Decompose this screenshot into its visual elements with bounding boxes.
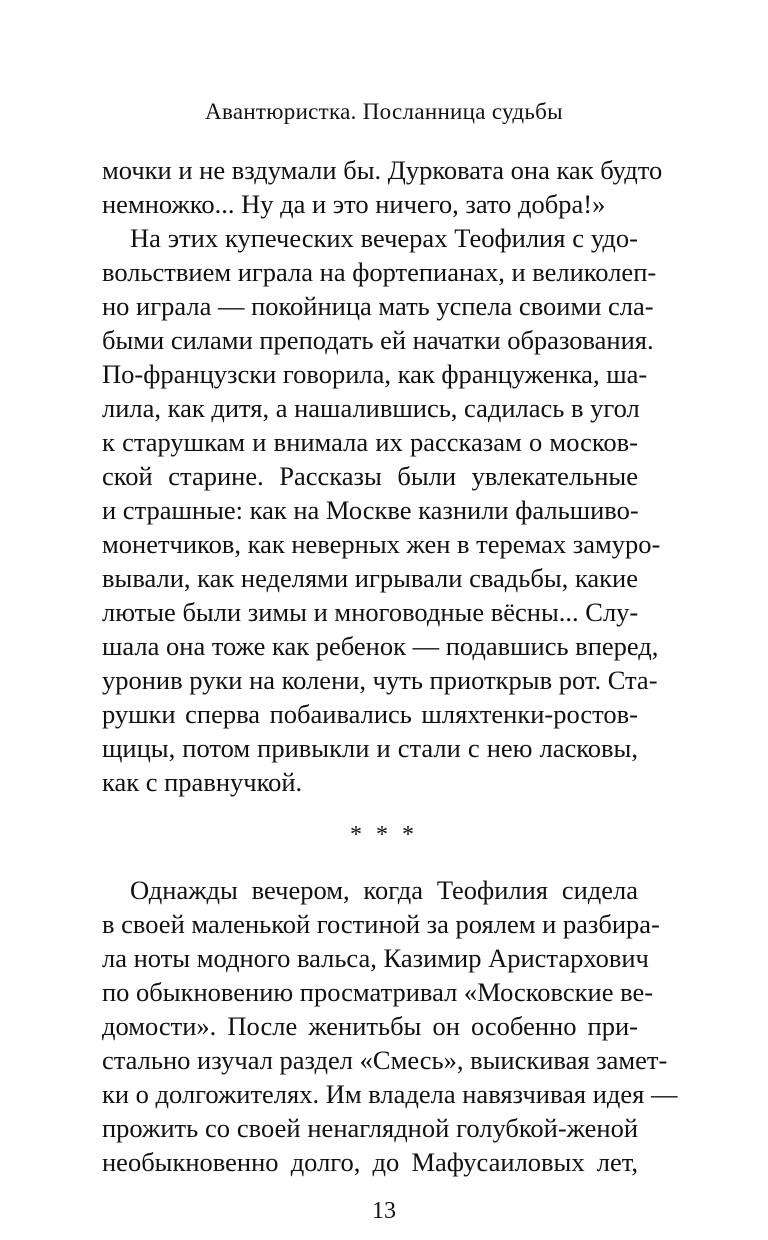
page-number: 13 xyxy=(372,1198,396,1224)
text-line: ской старине. Рассказы были увлекательные xyxy=(102,461,638,491)
text-line: Однажды вечером, когда Теофилия сидела xyxy=(130,875,638,905)
text-line: вольствием играла на фортепианах, и великолеп- xyxy=(102,257,657,287)
text-line: прожить со своей ненаглядной голубкой-женой xyxy=(102,1113,638,1143)
text-line: необыкновенно долго, до Мафусаиловых лет, xyxy=(102,1147,638,1177)
text-line: и страшные: как на Москве казнили фальшиво- xyxy=(102,495,639,525)
text-line: монетчиков, как неверных жен в теремах замуро- xyxy=(102,529,661,559)
text-line: вывали, как неделями игрывали свадьбы, какие xyxy=(102,563,638,593)
text-line: щицы, потом привыкли и стали с нею ласковы, xyxy=(102,733,638,763)
text-line: На этих купеческих вечерах Теофилия с удо- xyxy=(130,223,638,253)
text-line: стально изучал раздел «Смесь», выискивая замет- xyxy=(102,1045,668,1075)
text-line: мочки и не вздумали бы. Дурковата она как будто xyxy=(102,155,663,185)
text-line: ла ноты модного вальса, Казимир Аристархович xyxy=(102,943,649,973)
text-line: как с правнучкой. xyxy=(102,767,303,797)
text-line: по обыкновению просматривал «Московские ве- xyxy=(102,977,654,1007)
text-line: лютые были зимы и многоводные вёсны... Слу- xyxy=(102,597,639,627)
text-line: уронив руки на колени, чуть приоткрыв рот. Ста- xyxy=(102,665,658,695)
text-line: лила, как дитя, а нашалившись, садилась в угол xyxy=(102,393,640,423)
text-line: к старушкам и внимала их рассказам о москов- xyxy=(102,427,638,457)
text-line: но играла — покойница мать успела своими сла- xyxy=(102,291,654,321)
text-line: По-французски говорила, как француженка, ша- xyxy=(102,359,648,389)
text-line: в своей маленькой гостиной за роялем и разбира- xyxy=(102,909,660,939)
text-line: быми силами преподать ей начатки образования. xyxy=(102,325,654,355)
text-line: ки о долгожителях. Им владела навязчивая идея — xyxy=(102,1079,678,1109)
text-line: шала она тоже как ребенок — подавшись вперед, xyxy=(102,631,659,661)
text-line: немножко... Ну да и это ничего, зато добра!» xyxy=(102,189,606,219)
text-line: рушки сперва побаивались шляхтенки-ростов- xyxy=(102,699,638,729)
section-separator: * * * xyxy=(350,822,418,848)
text-line: домости». После женитьбы он особенно при- xyxy=(102,1011,638,1041)
running-header: Авантюристка. Посланница судьбы xyxy=(205,99,563,124)
